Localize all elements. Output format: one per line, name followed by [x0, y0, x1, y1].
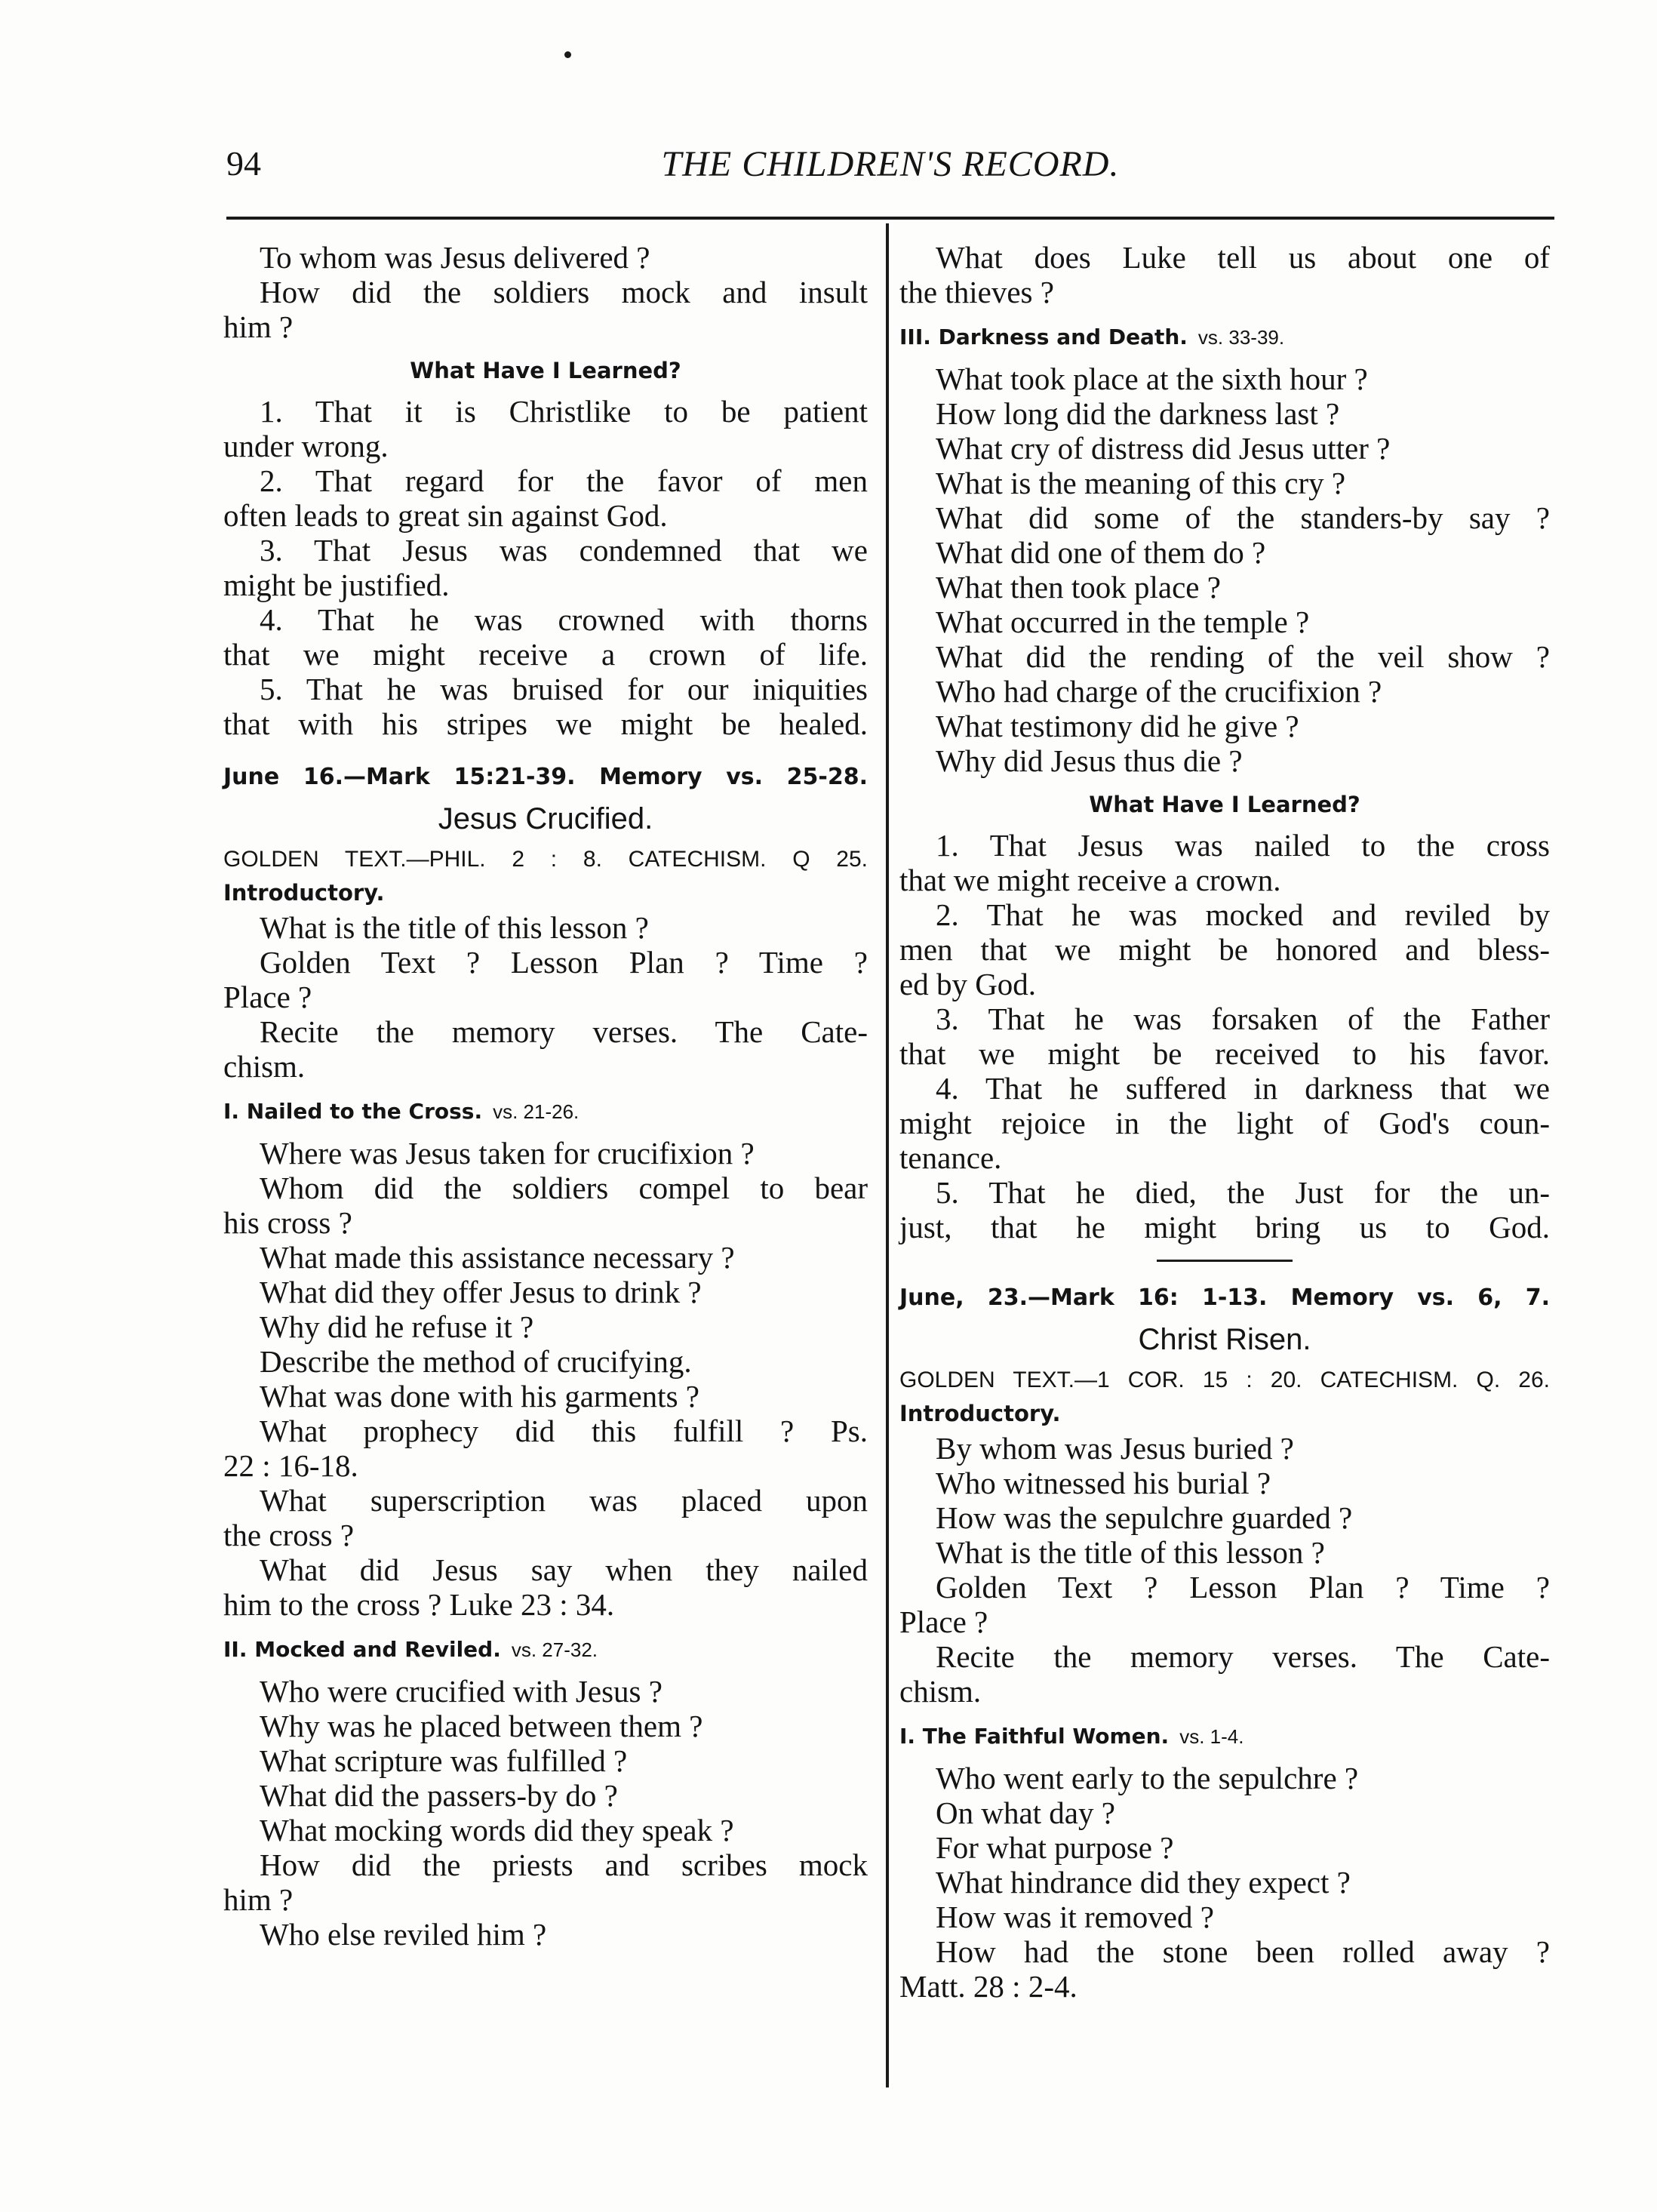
section-rule [1157, 1260, 1293, 1262]
text-line: What testimony did he give ? [936, 709, 1299, 743]
text-line: Who else reviled him ? [260, 1917, 547, 1952]
page-number: 94 [226, 144, 261, 183]
text-line: What did some of the standers-by say ? [936, 500, 1550, 535]
text-line: 2. That regard for the favor of men [260, 463, 868, 498]
learned-heading: What Have I Learned? [1089, 792, 1360, 817]
text-line: What did the rending of the veil show ? [936, 639, 1550, 674]
section-verses: vs. 21-26. [493, 1100, 579, 1123]
text-line: the cross ? [223, 1518, 355, 1552]
column-divider [886, 223, 889, 2087]
text-line: What did Jesus say when they nailed [260, 1552, 868, 1587]
text-line: might rejoice in the light of God's coun- [899, 1106, 1550, 1140]
text-line: How had the stone been rolled away ? [936, 1934, 1550, 1969]
text-line: What prophecy did this fulfill ? Ps. [260, 1414, 868, 1448]
text-line: What did one of them do ? [936, 535, 1266, 570]
text-line: What cry of distress did Jesus utter ? [936, 431, 1391, 466]
text-line: What does Luke tell us about one of [936, 240, 1550, 275]
text-line: What occurred in the temple ? [936, 605, 1310, 639]
text-line: him to the cross ? Luke 23 : 34. [223, 1587, 615, 1622]
text-line: 2. That he was mocked and reviled by [936, 897, 1550, 932]
text-line: Where was Jesus taken for crucifixion ? [260, 1136, 755, 1171]
section-title: I. The Faithful Women. [899, 1724, 1170, 1749]
section-verses: vs. 1-4. [1179, 1725, 1244, 1748]
text-line: 3. That Jesus was condemned that we [260, 533, 868, 568]
text-line: How long did the darkness last ? [936, 396, 1340, 431]
text-line: Who witnessed his burial ? [936, 1466, 1271, 1500]
text-line: 22 : 16-18. [223, 1448, 358, 1483]
text-line: Place ? [223, 980, 312, 1014]
ink-speck [564, 51, 571, 58]
section-title: I. Nailed to the Cross. [223, 1099, 483, 1124]
text-line: How did the priests and scribes mock [260, 1847, 868, 1882]
lesson-title: Jesus Crucified. [438, 802, 653, 835]
text-line: 5. That he died, the Just for the un- [936, 1175, 1550, 1210]
text-line: 1. That Jesus was nailed to the cross [936, 828, 1550, 863]
text-line: under wrong. [223, 429, 389, 463]
text-line: Describe the method of crucifying. [260, 1344, 692, 1379]
text-line: By whom was Jesus buried ? [936, 1431, 1294, 1466]
text-line: chism. [223, 1049, 306, 1084]
lesson-heading: June, 23.—Mark 16: 1-13. Memory vs. 6, 7. [899, 1284, 1550, 1311]
text-line: might be justified. [223, 568, 450, 602]
text-line: How did the soldiers mock and insult [260, 275, 868, 309]
text-line: To whom was Jesus delivered ? [260, 240, 650, 275]
section-heading [899, 325, 1550, 349]
text-line: What was done with his garments ? [260, 1379, 699, 1414]
text-line: On what day ? [936, 1795, 1115, 1830]
text-line: What did they offer Jesus to drink ? [260, 1275, 702, 1309]
text-line: How was the sepulchre guarded ? [936, 1500, 1353, 1535]
text-line: What took place at the sixth hour ? [936, 361, 1368, 396]
text-line: that we might receive a crown of life. [223, 637, 868, 672]
text-line: What is the title of this lesson ? [260, 910, 649, 945]
text-line: Why did Jesus thus die ? [936, 743, 1243, 778]
text-line: What mocking words did they speak ? [260, 1813, 734, 1847]
text-line: men that we might be honored and bless- [899, 932, 1550, 967]
text-line: Who went early to the sepulchre ? [936, 1761, 1359, 1795]
text-line: 4. That he suffered in darkness that we [936, 1071, 1550, 1106]
text-line: Golden Text ? Lesson Plan ? Time ? [260, 945, 868, 980]
text-line: For what purpose ? [936, 1830, 1174, 1865]
text-line: the thieves ? [899, 275, 1054, 309]
text-line: Place ? [899, 1604, 988, 1639]
text-line: Why was he placed between them ? [260, 1709, 703, 1743]
introductory-label: Introductory. [223, 880, 385, 906]
text-line: What is the title of this lesson ? [936, 1535, 1325, 1570]
text-line: How was it removed ? [936, 1900, 1214, 1934]
text-line: What superscription was placed upon [260, 1483, 868, 1518]
section-verses: vs. 27-32. [511, 1638, 598, 1661]
text-line: that we might be received to his favor. [899, 1036, 1550, 1071]
text-line: 5. That he was bruised for our iniquities [260, 672, 868, 706]
section-title: II. Mocked and Reviled. [223, 1637, 501, 1662]
text-line: him ? [223, 309, 294, 344]
text-line: Recite the memory verses. The Cate- [260, 1014, 868, 1049]
section-verses: vs. 33-39. [1197, 326, 1285, 349]
section-heading [223, 1637, 868, 1662]
text-line: What is the meaning of this cry ? [936, 466, 1346, 500]
text-line: chism. [899, 1674, 982, 1709]
text-line: Whom did the soldiers compel to bear [260, 1171, 868, 1205]
text-line: ed by God. [899, 967, 1037, 1001]
text-line: What did the passers-by do ? [260, 1778, 618, 1813]
lesson-title: Christ Risen. [1138, 1323, 1311, 1356]
text-line: Recite the memory verses. The Cate- [936, 1639, 1550, 1674]
text-line: 3. That he was forsaken of the Father [936, 1001, 1550, 1036]
section-heading [223, 1099, 868, 1124]
text-line: Who had charge of the crucifixion ? [936, 674, 1382, 709]
section-title: III. Darkness and Death. [899, 325, 1188, 349]
introductory-label: Introductory. [899, 1401, 1061, 1426]
text-line: that with his stripes we might be healed. [223, 706, 868, 741]
text-line: Who were crucified with Jesus ? [260, 1674, 662, 1709]
learned-heading: What Have I Learned? [410, 358, 681, 383]
text-line: 1. That it is Christlike to be patient [260, 394, 868, 429]
text-line: What then took place ? [936, 570, 1221, 605]
text-line: What hindrance did they expect ? [936, 1865, 1351, 1900]
text-line: just, that he might bring us to God. [899, 1210, 1550, 1244]
text-line: What scripture was fulfilled ? [260, 1743, 628, 1778]
text-line: 4. That he was crowned with thorns [260, 602, 868, 637]
text-line: What made this assistance necessary ? [260, 1240, 735, 1275]
text-line: him ? [223, 1882, 294, 1917]
lesson-heading: June 16.—Mark 15:21-39. Memory vs. 25-28. [223, 764, 868, 790]
text-line: his cross ? [223, 1205, 352, 1240]
right-column [899, 240, 1550, 2004]
page-header [226, 113, 1554, 204]
text-line: tenance. [899, 1140, 1002, 1175]
golden-text: GOLDEN TEXT.—PHIL. 2 : 8. CATECHISM. Q 25. [223, 847, 868, 872]
text-line: Why did he refuse it ? [260, 1309, 534, 1344]
running-title: THE CHILDREN'S RECORD. [661, 144, 1120, 184]
text-line: Matt. 28 : 2-4. [899, 1969, 1078, 2004]
text-line: often leads to great sin against God. [223, 498, 668, 533]
text-line: Golden Text ? Lesson Plan ? Time ? [936, 1570, 1550, 1604]
text-line: that we might receive a crown. [899, 863, 1281, 897]
header-rule [226, 217, 1554, 220]
golden-text: GOLDEN TEXT.—1 COR. 15 : 20. CATECHISM. Q. 26. [899, 1368, 1550, 1392]
left-column [223, 240, 868, 1952]
section-heading [899, 1724, 1550, 1749]
